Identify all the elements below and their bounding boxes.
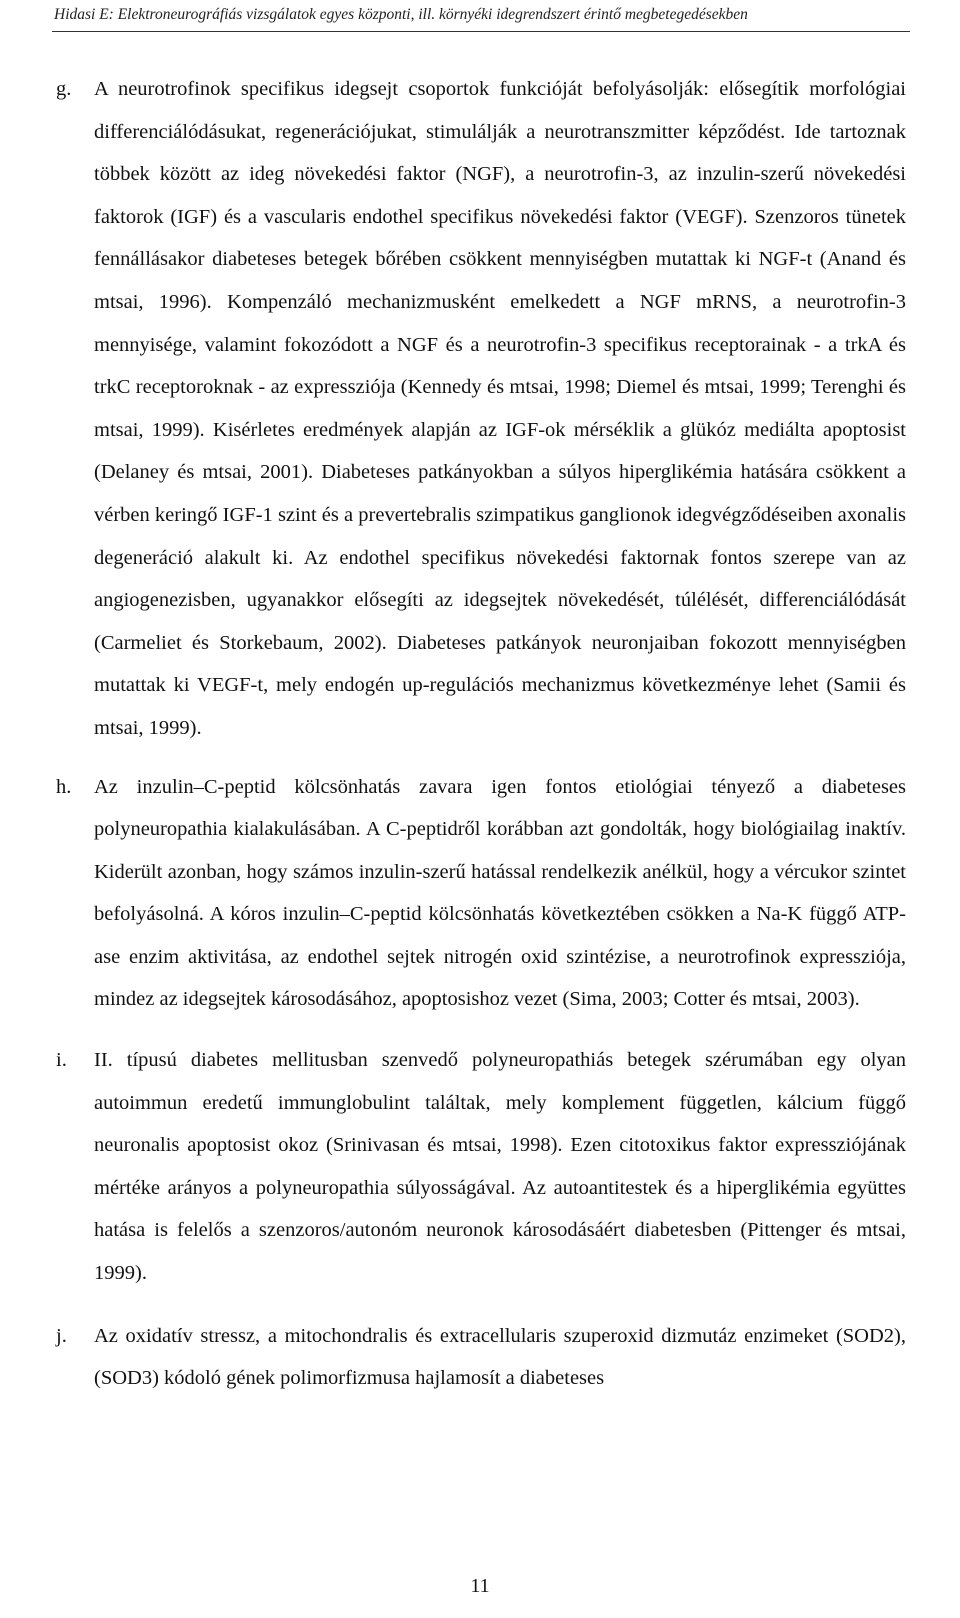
list-marker: h. bbox=[56, 775, 72, 798]
list-item-g bbox=[56, 68, 906, 750]
header-divider bbox=[52, 31, 910, 32]
list-marker: i. bbox=[56, 1049, 67, 1072]
list-item-text: II. típusú diabetes mellitusban szenvedő polyneuropathiás betegek szérumában egy olyan autoimmun eredetű immunglobulint találtak, mely komplement független, kálcium függő neuronalis apoptosist okoz (Srinivasan és mtsai, 1998). Ezen citotoxikus faktor expressziójának mértéke arányos a polyneuropathia súlyosságával. Az autoantitestek és a hiperglikémia együttes hatása is felelős a szenzoros/autonóm neuronok károsodásáért diabetesben (Pittenger és mtsai, 1999). bbox=[94, 1049, 906, 1285]
list-marker: g. bbox=[56, 78, 72, 100]
page-number: 11 bbox=[470, 1575, 490, 1597]
list-marker: j. bbox=[56, 1324, 67, 1347]
document-body bbox=[56, 68, 906, 1400]
list-item-i bbox=[56, 1039, 906, 1295]
list-item-text: Az oxidatív stressz, a mitochondralis és extracellularis szuperoxid dizmutáz enzimeket (SOD2), (SOD3) kódoló gének polimorfizmusa hajlamosít a diabeteses bbox=[94, 1324, 906, 1390]
list-item-h bbox=[56, 766, 906, 1022]
list-item-text: A neurotrofinok specifikus idegsejt csoportok funkcióját befolyásolják: elősegítik morfológiai differenciálódásukat, regenerációjukat, stimulálják a neurotranszmitter képződést. Ide tartoznak többek között az ideg növekedési faktor (NGF), a neurotrofin-3, az inzulin-szerű növekedési faktorok (IGF) és a vascularis endothel specifikus növekedési faktor (VEGF). Szenzoros tünetek fennállásakor diabeteses betegek bőrében csökkent mennyiségben mutattak ki NGF-t (Anand és mtsai, 1996). Kompenzáló mechanizmusként emelkedett a NGF mRNS, a neurotrofin-3 mennyisége, valamint fokozódott a NGF és a neurotrofin-3 specifikus receptorainak - a trkA és trkC receptoroknak - az expressziója (Kennedy és mtsai, 1998; Diemel és mtsai, 1999; Terenghi és mtsai, 1999). Kisérletes eredmények alapján az IGF-ok mérséklik a glükóz mediálta apoptosist (Delaney és mtsai, 2001). Diabeteses patkányokban a súlyos hiperglikémia hatására csökkent a vérben keringő IGF-1 szint és a prevertebralis szimpatikus ganglionok idegvégződéseiben axonalis degeneráció alakult ki. Az endothel specifikus növekedési faktornak fontos szerepe van az angiogenezisben, ugyanakkor elősegíti az idegsejtek növekedését, túlélését, differenciálódását (Carmeliet és Storkebaum, 2002). Diabeteses patkányok neuronjaiban fokozott mennyiségben mutattak ki VEGF-t, mely endogén up-regulációs mechanizmus következménye lehet (Samii és mtsai, 1999). bbox=[94, 78, 906, 739]
list-item-j bbox=[56, 1315, 906, 1400]
list-item-text: Az inzulin–C-peptid kölcsönhatás zavara igen fontos etiológiai tényező a diabeteses polyneuropathia kialakulásában. A C-peptidről korábban azt gondolták, hogy biológiailag inaktív. Kiderült azonban, hogy számos inzulin-szerű hatással rendelkezik anélkül, hogy a vércukor szintet befolyásolná. A kóros inzulin–C-peptid kölcsönhatás következtében csökken a Na-K függő ATP-ase enzim aktivitása, az endothel sejtek nitrogén oxid szintézise, a neurotrofinok expressziója, mindez az idegsejtek károsodásához, apoptosishoz vezet (Sima, 2003; Cotter és mtsai, 2003). bbox=[94, 775, 906, 1011]
running-header: Hidasi E: Elektroneurográfiás vizsgálatok egyes központi, ill. környéki idegrendszert érintő megbetegedésekben bbox=[54, 6, 748, 23]
